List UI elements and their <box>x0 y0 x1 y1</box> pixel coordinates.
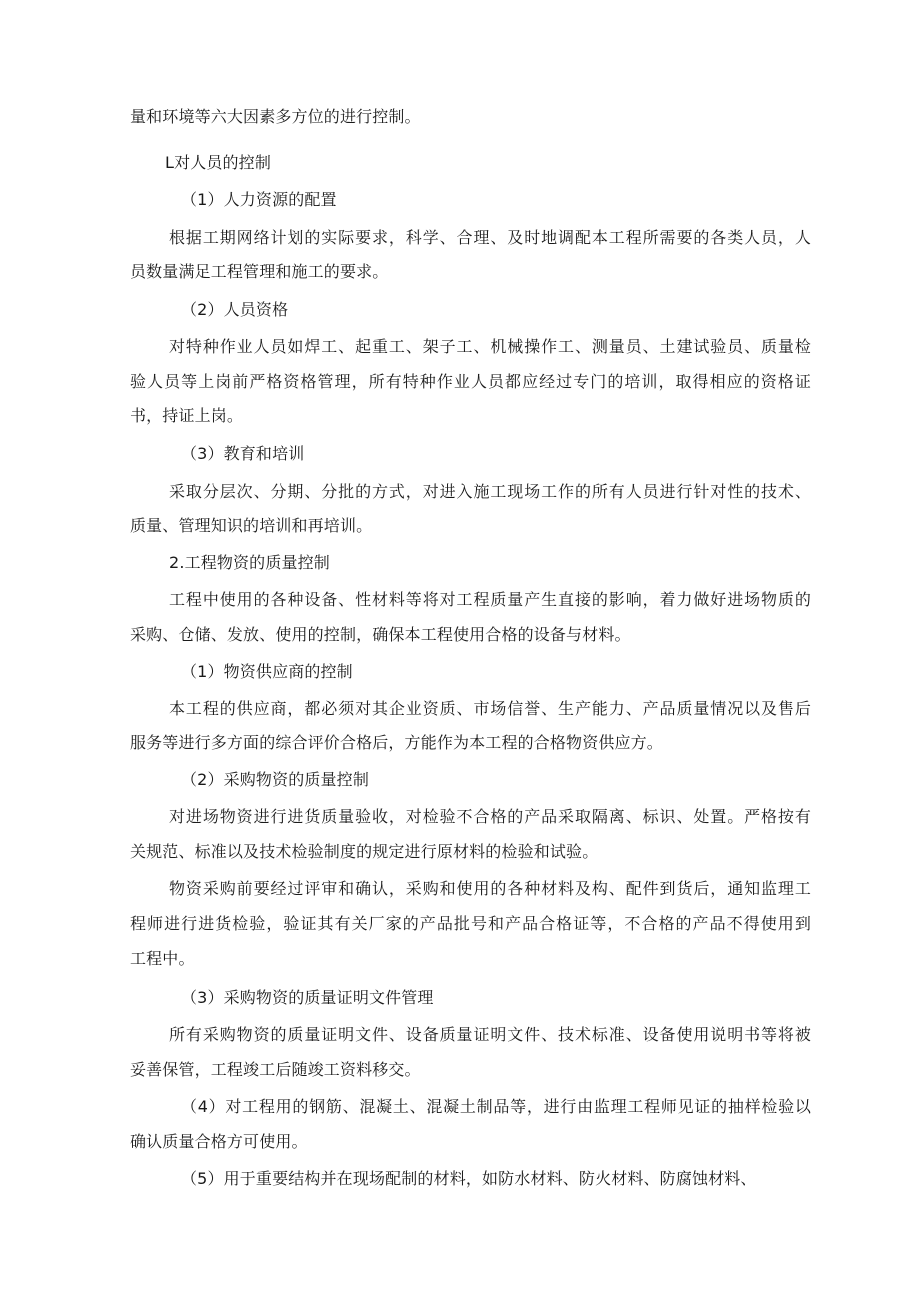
section-heading-personnel-control: L对人员的控制 <box>165 153 271 172</box>
subheading-purchased-material-quality: （2）采购物资的质量控制 <box>181 770 369 789</box>
section-heading-material-quality: 2.工程物资的质量控制 <box>169 553 330 572</box>
subheading-education-training: （3）教育和培训 <box>181 444 305 463</box>
paragraph-line: 质量、管理知识的培训和再培训。 <box>130 516 373 535</box>
paragraph-line: 程师进行进货检验，验证其有关厂家的产品批号和产品合格证等，不合格的产品不得使用到 <box>130 914 811 933</box>
paragraph-line: 物资采购前要经过评审和确认，采购和使用的各种材料及构、配件到货后，通知监理工 <box>169 879 811 898</box>
paragraph-line: 妥善保管，工程竣工后随竣工资料移交。 <box>130 1060 421 1079</box>
subheading-personnel-qualification: （2）人员资格 <box>181 300 289 319</box>
subheading-quality-certificates: （3）采购物资的质量证明文件管理 <box>181 988 434 1007</box>
paragraph-line: 书，持证上岗。 <box>130 406 244 425</box>
paragraph-line: 确认质量合格方可使用。 <box>130 1132 308 1151</box>
subheading-supplier-control: （1）物资供应商的控制 <box>181 662 353 681</box>
subheading-human-resources: （1）人力资源的配置 <box>181 190 337 209</box>
paragraph-line: 所有采购物资的质量证明文件、设备质量证明文件、技术标准、设备使用说明书等将被 <box>169 1025 811 1044</box>
paragraph-line: 采取分层次、分期、分批的方式，对进入施工现场工作的所有人员进行针对性的技术、 <box>169 482 811 501</box>
paragraph-continuation: 量和环境等六大因素多方位的进行控制。 <box>130 107 421 126</box>
paragraph-line: 对进场物资进行进货质量验收，对检验不合格的产品采取隔离、标识、处置。严格按有 <box>169 807 811 826</box>
paragraph-line: 员数量满足工程管理和施工的要求。 <box>130 262 389 281</box>
paragraph-line: （4）对工程用的钢筋、混凝土、混凝土制品等，进行由监理工程师见证的抽样检验以 <box>181 1097 811 1116</box>
paragraph-line: 工程中使用的各种设备、性材料等将对工程质量产生直接的影响，着力做好进场物质的 <box>169 590 811 609</box>
paragraph-line: 工程中。 <box>130 949 195 968</box>
paragraph-line: （5）用于重要结构并在现场配制的材料，如防水材料、防火材料、防腐蚀材料、 <box>181 1169 757 1188</box>
paragraph-line: 服务等进行多方面的综合评价合格后，方能作为本工程的合格物资供应方。 <box>130 733 663 752</box>
paragraph-line: 验人员等上岗前严格资格管理，所有特种作业人员都应经过专门的培训，取得相应的资格证 <box>130 372 811 391</box>
paragraph-line: 对特种作业人员如焊工、起重工、架子工、机械操作工、测量员、土建试验员、质量检 <box>169 337 811 356</box>
paragraph-line: 根据工期网络计划的实际要求，科学、合理、及时地调配本工程所需要的各类人员，人 <box>169 228 811 247</box>
paragraph-line: 关规范、标准以及技术检验制度的规定进行原材料的检验和试验。 <box>130 842 599 861</box>
paragraph-line: 本工程的供应商，都必须对其企业资质、市场信誉、生产能力、产品质量情况以及售后 <box>169 699 811 718</box>
paragraph-line: 采购、仓储、发放、使用的控制，确保本工程使用合格的设备与材料。 <box>130 625 631 644</box>
